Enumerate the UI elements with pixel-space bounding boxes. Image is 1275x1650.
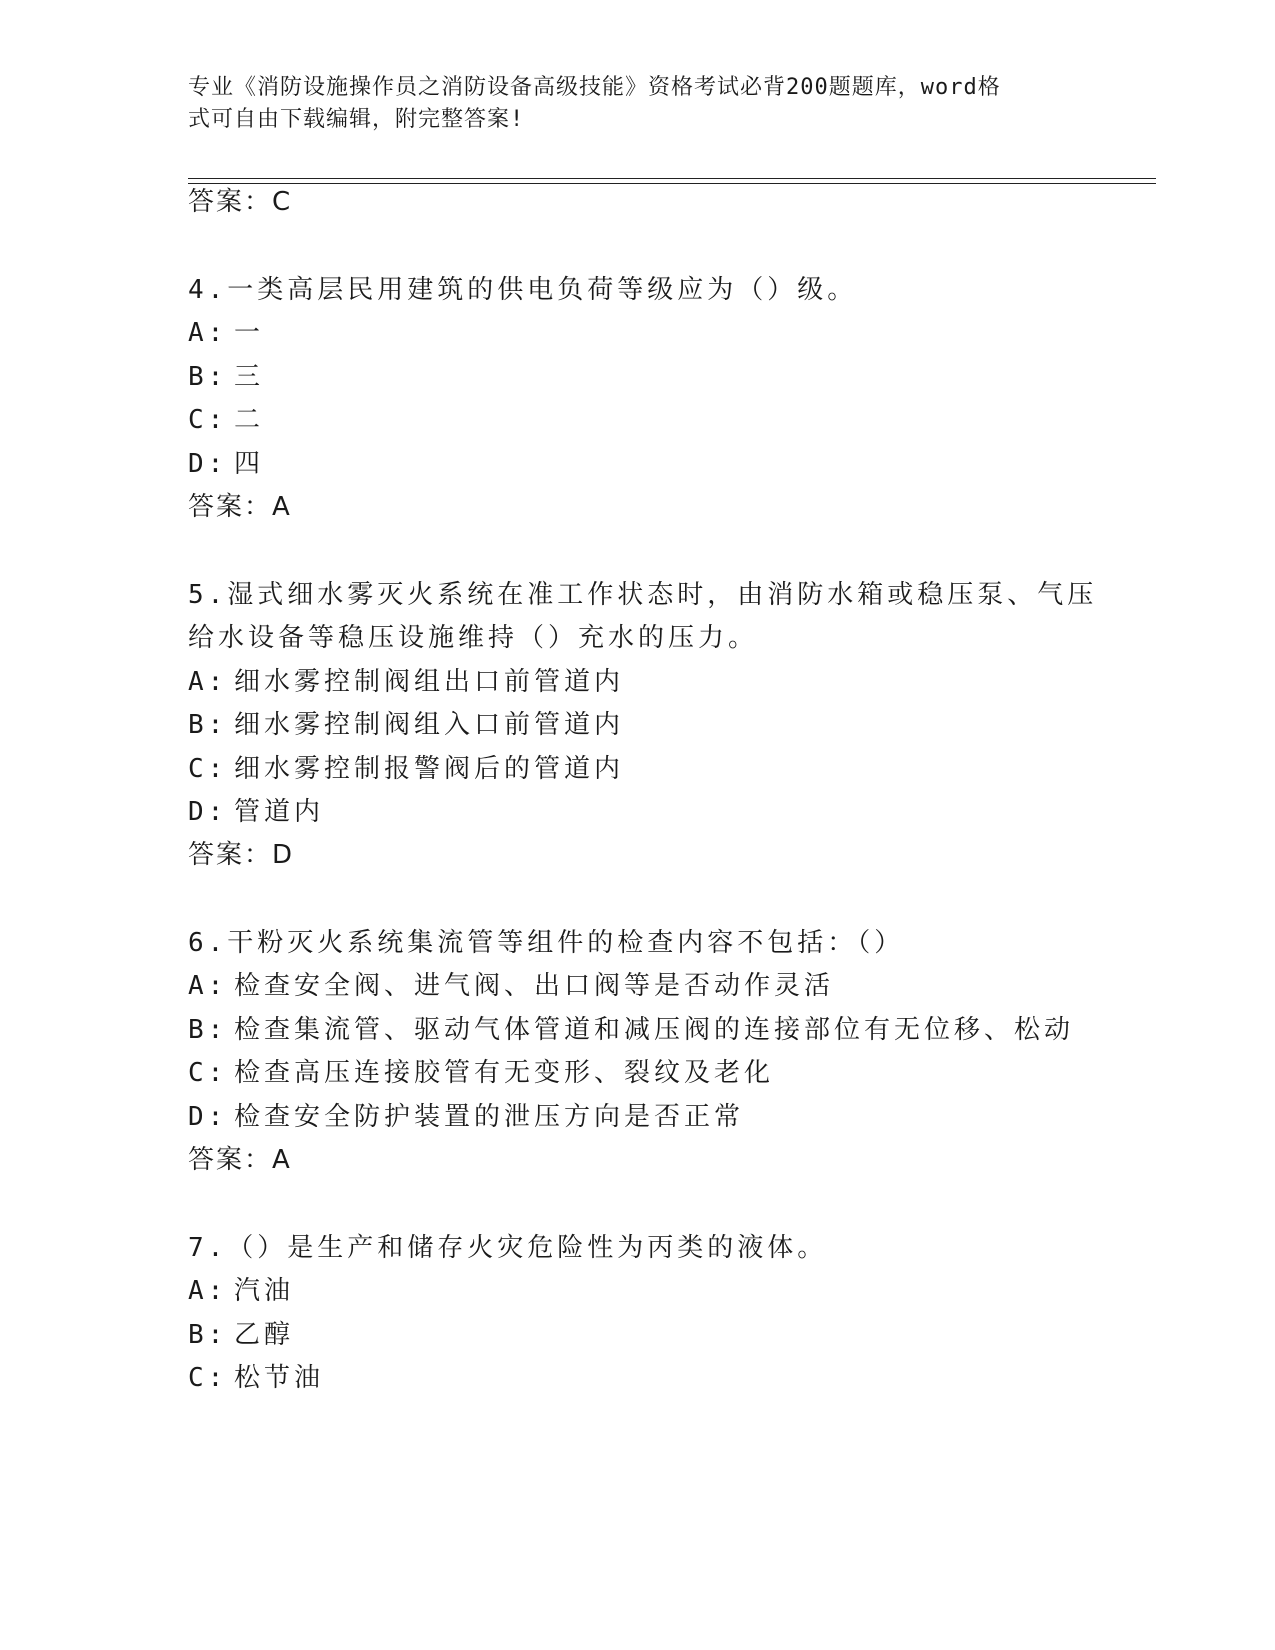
question-4-answer: 答案：A — [188, 492, 292, 522]
question-6-option-a — [188, 969, 834, 1003]
question-4-option-a — [188, 316, 264, 350]
question-5-text-line-2: 给水设备等稳压设施维持（）充水的压力。 — [188, 623, 759, 653]
question-5-option-a — [188, 665, 624, 699]
option-key: A: — [188, 1276, 228, 1306]
question-6-option-d — [188, 1100, 744, 1134]
question-6-answer: 答案：A — [188, 1145, 292, 1175]
header-line-1: 专业《消防设施操作员之消防设备高级技能》资格考试必背200题题库，word格 — [188, 75, 1001, 100]
option-text: 汽油 — [234, 1276, 295, 1306]
question-7-option-c — [188, 1361, 324, 1395]
option-text: 乙醇 — [234, 1320, 295, 1350]
option-text: 细水雾控制阀组出口前管道内 — [234, 667, 625, 697]
option-key: D: — [188, 449, 228, 479]
option-text: 松节油 — [234, 1363, 325, 1393]
option-key: A: — [188, 971, 228, 1001]
question-4-text: 4.一类高层民用建筑的供电负荷等级应为（）级。 — [188, 275, 858, 305]
question-5-option-b — [188, 708, 624, 742]
option-text: 一 — [234, 318, 265, 348]
option-text: 细水雾控制阀组入口前管道内 — [234, 710, 625, 740]
question-5-answer: 答案：D — [188, 840, 295, 870]
question-6-text: 6.干粉灭火系统集流管等组件的检查内容不包括：（） — [188, 928, 905, 958]
option-text: 检查安全防护装置的泄压方向是否正常 — [234, 1102, 745, 1132]
question-4-option-b — [188, 360, 264, 394]
option-text: 检查集流管、驱动气体管道和减压阀的连接部位有无位移、松动 — [234, 1015, 1075, 1045]
option-text: 检查高压连接胶管有无变形、裂纹及老化 — [234, 1058, 775, 1088]
option-key: A: — [188, 667, 228, 697]
option-key: B: — [188, 1320, 228, 1350]
option-key: A: — [188, 318, 228, 348]
question-7-option-a — [188, 1274, 294, 1308]
option-text: 二 — [234, 405, 265, 435]
option-text: 细水雾控制报警阀后的管道内 — [234, 754, 625, 784]
question-7-text: 7.（）是生产和储存火灾危险性为丙类的液体。 — [188, 1233, 828, 1263]
question-6-option-c — [188, 1056, 774, 1090]
question-4-option-d — [188, 447, 264, 481]
option-text: 四 — [234, 449, 265, 479]
option-key: C: — [188, 1363, 228, 1393]
option-key: C: — [188, 754, 228, 784]
option-key: D: — [188, 1102, 228, 1132]
option-key: B: — [188, 362, 228, 392]
document-header — [188, 72, 1078, 136]
question-5-text-line-1: 5.湿式细水雾灭火系统在准工作状态时，由消防水箱或稳压泵、气压 — [188, 580, 1098, 610]
question-7-option-b — [188, 1318, 294, 1352]
option-key: C: — [188, 1058, 228, 1088]
option-key: B: — [188, 1015, 228, 1045]
answer-line-q3: 答案：C — [188, 187, 293, 217]
question-4-option-c — [188, 403, 264, 437]
option-text: 检查安全阀、进气阀、出口阀等是否动作灵活 — [234, 971, 835, 1001]
option-text: 管道内 — [234, 797, 325, 827]
header-line-2: 式可自由下载编辑，附完整答案! — [188, 107, 525, 132]
option-text: 三 — [234, 362, 265, 392]
option-key: B: — [188, 710, 228, 740]
header-divider — [188, 178, 1156, 184]
question-5-option-d — [188, 795, 324, 829]
question-6-option-b — [188, 1013, 1074, 1047]
option-key: D: — [188, 797, 228, 827]
option-key: C: — [188, 405, 228, 435]
question-5-option-c — [188, 752, 624, 786]
